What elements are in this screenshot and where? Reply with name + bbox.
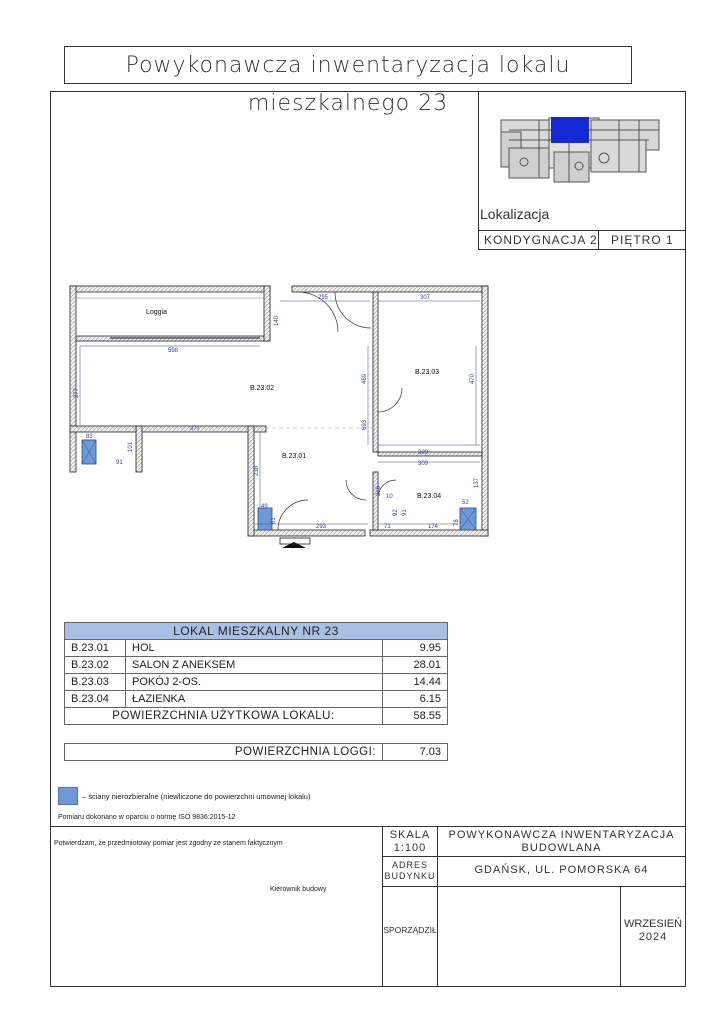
room-code: B.23.04 bbox=[65, 691, 126, 708]
pietro-label: PIĘTRO 1 bbox=[611, 233, 674, 247]
wall-top-right bbox=[292, 286, 488, 292]
rooms-table bbox=[64, 622, 448, 725]
total-label: POWIERZCHNIA UŻYTKOWA LOKALU: bbox=[65, 708, 383, 725]
dim-91b: 91 bbox=[402, 509, 408, 516]
wall-bath-left bbox=[373, 472, 378, 530]
total-row bbox=[65, 708, 448, 725]
adres-value: GDAŃSK, UL. POMORSKA 64 bbox=[474, 864, 649, 876]
legend-text: – ściany nierozbieralne (niewliczone do powierzchni umownej lokalu) bbox=[82, 792, 311, 801]
skala-label: SKALA bbox=[389, 829, 431, 841]
wall-room3-left bbox=[373, 292, 378, 452]
floor-plan bbox=[60, 280, 500, 570]
loggia-label: Loggia bbox=[146, 309, 168, 316]
kierownik-label: Kierownik budowy bbox=[270, 886, 327, 893]
dim-693: 693 bbox=[362, 419, 368, 430]
room-name: SALON Z ANEKSEM bbox=[126, 657, 383, 674]
dim-293: 293 bbox=[316, 524, 327, 530]
dim-238: 238 bbox=[254, 465, 260, 476]
table-row bbox=[65, 691, 448, 708]
wall-step bbox=[136, 426, 266, 432]
loggia-area-label: POWIERZCHNIA LOGGI: bbox=[65, 744, 383, 761]
wall-right bbox=[482, 286, 488, 536]
dim-377: 377 bbox=[190, 426, 201, 432]
wall-bottom-hol bbox=[250, 530, 365, 536]
wall-bath-top bbox=[378, 452, 482, 456]
total-value: 58.55 bbox=[383, 708, 448, 725]
dim-598: 598 bbox=[168, 348, 179, 354]
dim-78: 78 bbox=[454, 519, 460, 526]
wall-left bbox=[70, 286, 76, 472]
room-name: ŁAZIENKA bbox=[126, 691, 383, 708]
date-line1: WRZESIEŃ bbox=[623, 918, 683, 930]
room-label-03: B.23.03 bbox=[415, 369, 440, 376]
wall-step-vert bbox=[136, 426, 142, 472]
confirm-note: Potwierdzam, że przedmiotowy pomiar jest zgodny ze stanem faktycznym bbox=[54, 840, 283, 847]
dim-49: 49 bbox=[261, 504, 268, 510]
date-line2: 2024 bbox=[638, 931, 668, 943]
skala-value: 1:100 bbox=[393, 842, 427, 854]
shaft-hol bbox=[258, 508, 272, 530]
wall-left-low bbox=[70, 426, 136, 432]
rooms-table-header: LOKAL MIESZKALNY NR 23 bbox=[65, 623, 448, 640]
dim-174: 174 bbox=[428, 524, 439, 530]
room-area: 28.01 bbox=[383, 657, 448, 674]
adres-label-1: ADRES bbox=[391, 860, 428, 870]
room-label-02: B.23.02 bbox=[250, 385, 275, 392]
wall-loggia-right bbox=[264, 286, 270, 341]
dim-309a: 309 bbox=[418, 450, 429, 456]
sporzadzil-cell bbox=[382, 886, 438, 987]
project-line2: BUDOWLANA bbox=[521, 842, 602, 854]
sporzadzil-label: SPORZĄDZIŁ bbox=[383, 925, 437, 935]
dim-309b: 309 bbox=[418, 461, 429, 467]
location-box bbox=[478, 91, 686, 250]
entrance-marker bbox=[282, 542, 306, 548]
divider-line bbox=[50, 826, 382, 827]
dim-140: 140 bbox=[274, 315, 280, 326]
room-area: 14.44 bbox=[383, 674, 448, 691]
building-location-thumbnail bbox=[479, 92, 685, 202]
room-area: 6.15 bbox=[383, 691, 448, 708]
loggia-table bbox=[64, 743, 448, 761]
floor-info-divider bbox=[598, 230, 599, 250]
dim-101: 101 bbox=[128, 441, 134, 452]
adres-label-2: BUDYNKU bbox=[384, 871, 436, 881]
table-row bbox=[65, 674, 448, 691]
dim-52: 52 bbox=[462, 500, 469, 506]
room-code: B.23.03 bbox=[65, 674, 126, 691]
wall-top-loggia bbox=[70, 286, 270, 292]
dim-216: 216 bbox=[376, 485, 382, 496]
room-name: POKÓJ 2-OS. bbox=[126, 674, 383, 691]
loggia-area-value: 7.03 bbox=[383, 744, 448, 761]
dim-83: 83 bbox=[86, 434, 93, 440]
room-label-04: B.23.04 bbox=[417, 493, 442, 500]
loggia-area bbox=[76, 292, 264, 336]
wall-bottom-right bbox=[370, 530, 488, 536]
dim-277: 277 bbox=[74, 387, 80, 398]
project-line1: POWYKONAWCZA INWENTARYZACJA bbox=[448, 829, 675, 841]
dim-137: 137 bbox=[474, 477, 480, 488]
dim-61: 61 bbox=[271, 517, 277, 524]
location-label: Lokalizacja bbox=[480, 206, 550, 222]
dim-71: 71 bbox=[384, 524, 391, 530]
dim-469: 469 bbox=[362, 373, 368, 384]
apartment-location-highlight bbox=[551, 117, 589, 143]
floor-info-row bbox=[478, 230, 686, 251]
dim-10: 10 bbox=[386, 494, 393, 500]
room-code: B.23.02 bbox=[65, 657, 126, 674]
dim-470: 470 bbox=[470, 373, 476, 384]
page-title: Powykonawcza inwentaryzacja lokalu mieszkalnego 23 bbox=[64, 46, 632, 84]
norm-note: Pomiaru dokonano w oparciu o normę ISO 9836:2015-12 bbox=[58, 814, 236, 821]
room-area: 9.95 bbox=[383, 640, 448, 657]
dim-307: 307 bbox=[420, 295, 431, 301]
table-row bbox=[65, 657, 448, 674]
dim-295: 295 bbox=[318, 295, 329, 301]
dim-91a: 91 bbox=[116, 460, 123, 466]
room-label-01: B.23.01 bbox=[282, 453, 307, 460]
room-code: B.23.01 bbox=[65, 640, 126, 657]
wall-hol-left bbox=[248, 426, 254, 536]
legend-swatch bbox=[58, 787, 78, 805]
kondygnacja-label: KONDYGNACJA 2 bbox=[484, 233, 598, 247]
table-row bbox=[65, 640, 448, 657]
dim-92: 92 bbox=[393, 509, 399, 516]
room-name: HOL bbox=[126, 640, 383, 657]
